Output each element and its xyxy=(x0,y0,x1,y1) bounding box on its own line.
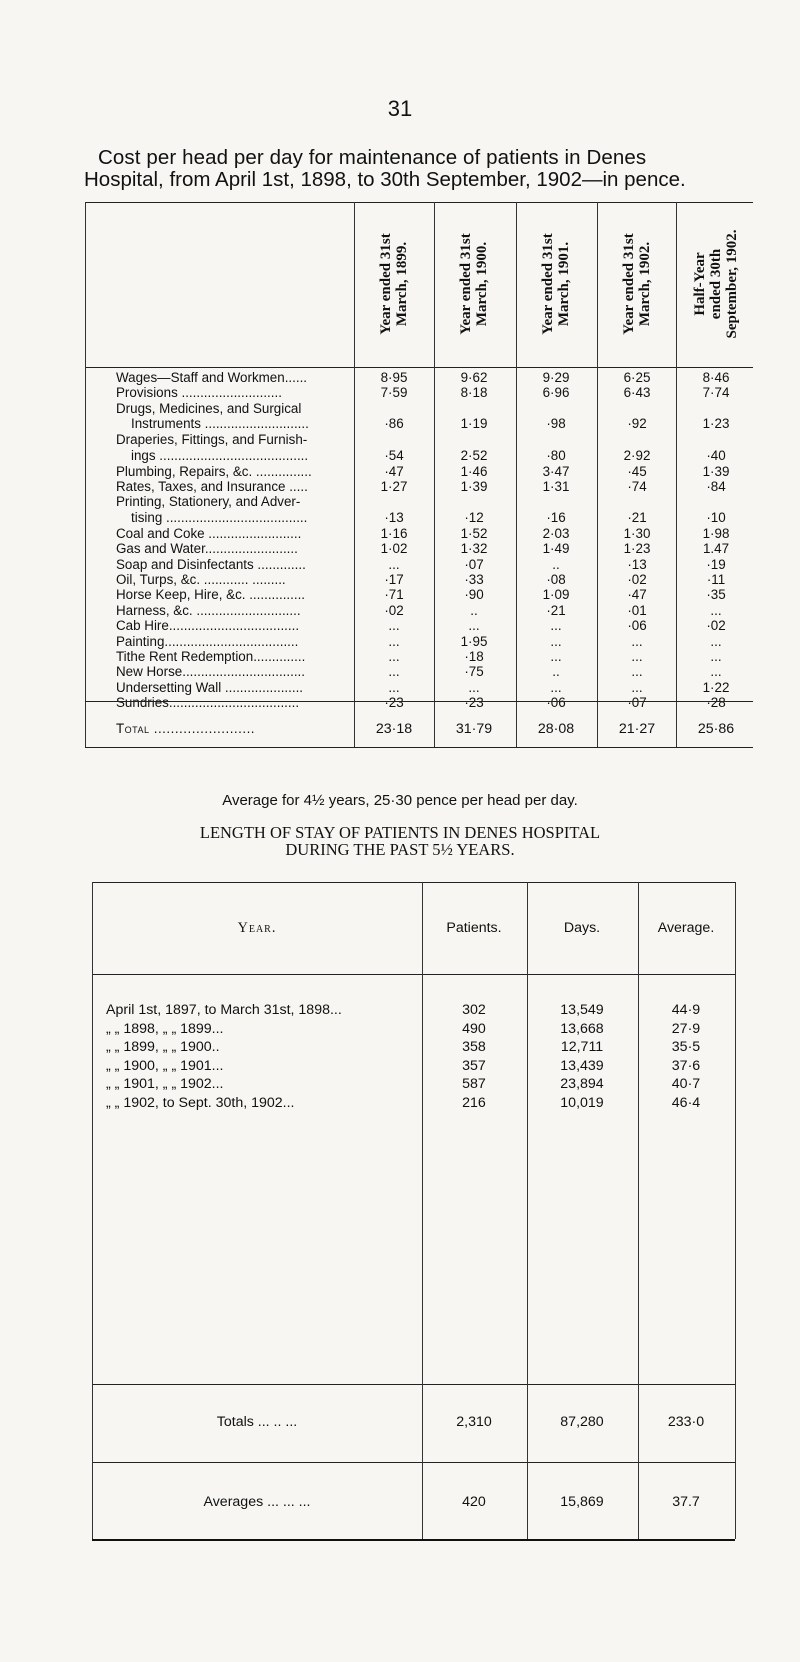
column-header xyxy=(354,209,434,359)
column-header xyxy=(516,209,596,359)
stay-title-line-2: DURING THE PAST 5½ YEARS. xyxy=(285,840,515,859)
patients-cell: 216 xyxy=(462,1094,486,1111)
row-label: Oil, Turps, &c. ............ ......... xyxy=(116,572,286,587)
row-label: New Horse................................. xyxy=(116,664,305,680)
row-value: 6·43 xyxy=(623,385,651,401)
column-rule xyxy=(92,882,93,1539)
row-value: ·16 xyxy=(546,509,566,525)
total-rule xyxy=(85,701,753,702)
column-header xyxy=(597,209,677,359)
column-header-line: March, 1902. xyxy=(637,241,653,327)
total-label: Total ........................ xyxy=(116,721,256,736)
row-value: 2·03 xyxy=(542,525,570,541)
row-value: ... xyxy=(710,602,722,618)
row-value: 1·30 xyxy=(623,525,651,541)
cost-row xyxy=(85,572,753,587)
row-value: ·35 xyxy=(706,587,726,603)
averages-average: 37.7 xyxy=(672,1494,700,1510)
cost-row xyxy=(85,634,753,649)
column-rule xyxy=(638,882,639,1539)
row-value: ·13 xyxy=(384,509,404,525)
row-label: Instruments ............................ xyxy=(131,416,309,432)
average-cell: 27·9 xyxy=(671,1020,701,1037)
row-value: ·08 xyxy=(546,572,566,587)
row-value: 7·59 xyxy=(380,385,408,401)
cost-row xyxy=(85,680,753,695)
totals-days: 87,280 xyxy=(560,1414,604,1430)
row-value: ·47 xyxy=(384,463,404,479)
average-cell: 40·7 xyxy=(671,1076,701,1092)
row-value: ... xyxy=(388,618,400,634)
row-value: ·02 xyxy=(384,602,404,618)
column-header xyxy=(676,209,756,359)
row-value: ·71 xyxy=(384,587,404,603)
row-value: ·12 xyxy=(464,509,484,525)
row-label: Horse Keep, Hire, &c. ............... xyxy=(116,587,306,603)
total-value: 23·18 xyxy=(375,721,413,737)
row-value: ·84 xyxy=(706,479,726,494)
row-value: ·01 xyxy=(627,602,647,618)
cost-row xyxy=(85,603,753,618)
row-value: ·47 xyxy=(627,587,647,603)
row-value: ·11 xyxy=(706,572,726,587)
row-value: 7·74 xyxy=(702,385,730,401)
row-label: Wages—Staff and Workmen...... xyxy=(116,370,308,385)
cost-row xyxy=(85,526,753,541)
row-value: 8·46 xyxy=(702,370,730,385)
row-value: ... xyxy=(388,664,400,680)
row-label: Tithe Rent Redemption.............. xyxy=(116,649,306,664)
column-header-text xyxy=(540,233,572,334)
column-header-line: Year ended 31st xyxy=(621,233,637,335)
row-value: 1·16 xyxy=(380,525,408,541)
page-title-line-2: Hospital, from April 1st, 1898, to 30th September, 1902—in pence. xyxy=(84,168,686,191)
row-value: 1·39 xyxy=(460,479,488,494)
row-value: ·21 xyxy=(627,509,647,525)
cost-row xyxy=(85,432,753,463)
days-cell: 13,439 xyxy=(560,1057,604,1074)
row-value: 1·02 xyxy=(380,541,408,557)
column-rule xyxy=(527,882,528,1539)
row-value: 2·92 xyxy=(623,447,651,463)
row-value: 3·47 xyxy=(542,463,570,479)
row-value: 1·22 xyxy=(702,679,730,695)
averages-label: Averages ... ... ... xyxy=(203,1494,311,1510)
row-value: ... xyxy=(550,618,562,634)
average-cell: 46·4 xyxy=(671,1094,701,1111)
row-value: 6·96 xyxy=(542,385,570,401)
row-value: ·10 xyxy=(706,509,726,525)
year-cell: „ „ 1902, to Sept. 30th, 1902... xyxy=(106,1094,295,1111)
row-value: ·54 xyxy=(384,447,404,463)
stay-table xyxy=(92,882,735,1662)
row-value: ·02 xyxy=(706,618,726,634)
page-number: 31 xyxy=(387,96,413,121)
totals-label: Totals ... .. ... xyxy=(216,1414,298,1430)
column-header-line: Year ended 31st xyxy=(458,233,474,335)
row-label: tising ...................................... xyxy=(131,509,308,525)
row-value: 8·95 xyxy=(380,370,408,385)
row-value: ... xyxy=(468,618,480,634)
row-label: Gas and Water......................... xyxy=(116,541,298,557)
days-cell: 10,019 xyxy=(560,1094,604,1111)
row-label: Harness, &c. ............................ xyxy=(116,602,301,618)
column-rule xyxy=(434,202,435,747)
row-value: ·19 xyxy=(706,556,726,572)
row-value: ·28 xyxy=(706,695,726,711)
row-value: ... xyxy=(388,679,400,695)
column-header: Patients. xyxy=(446,920,502,936)
column-rule xyxy=(85,202,86,747)
column-header-text xyxy=(621,233,653,334)
row-value: ·33 xyxy=(464,572,484,587)
row-label: Rates, Taxes, and Insurance ..... xyxy=(116,479,308,494)
row-value: 1·46 xyxy=(460,463,488,479)
row-label: Soap and Disinfectants ............. xyxy=(116,556,306,572)
column-header-line: March, 1900. xyxy=(474,241,490,327)
row-value: ·17 xyxy=(384,572,404,587)
days-cell: 13,549 xyxy=(560,1002,604,1018)
row-value: 1·31 xyxy=(542,479,570,494)
row-value: ... xyxy=(710,664,722,680)
row-value: 1·95 xyxy=(460,633,488,649)
row-value: ... xyxy=(710,649,722,664)
row-value: 9·62 xyxy=(460,370,488,385)
total-value: 25·86 xyxy=(697,721,735,737)
row-value: ·90 xyxy=(464,587,484,603)
row-value: ·07 xyxy=(464,556,484,572)
cost-row xyxy=(85,541,753,556)
column-rule xyxy=(354,202,355,747)
page-title-line-1: Cost per head per day for maintenance of patients in Denes xyxy=(98,146,647,169)
total-value: 28·08 xyxy=(537,721,575,737)
column-rule xyxy=(676,202,677,747)
column-header: Days. xyxy=(563,920,601,936)
patients-cell: 587 xyxy=(462,1076,486,1092)
row-value: ·07 xyxy=(627,695,647,711)
days-cell: 23,894 xyxy=(560,1076,604,1092)
row-label: Sundries................................... xyxy=(116,695,300,711)
cost-row xyxy=(85,649,753,664)
stay-title-line-1: LENGTH OF STAY OF PATIENTS IN DENES HOSPITAL xyxy=(199,823,601,842)
column-header: Year. xyxy=(237,920,277,936)
row-label: ings ........................................ xyxy=(131,447,309,463)
row-value: ... xyxy=(388,556,400,572)
row-label: Provisions ........................... xyxy=(116,385,282,401)
row-value: ·23 xyxy=(384,695,404,711)
stay-table-title xyxy=(0,824,800,858)
column-rule xyxy=(422,882,423,1539)
row-value: ·06 xyxy=(627,618,647,634)
row-value: 6·25 xyxy=(623,370,651,385)
averages-days: 15,869 xyxy=(560,1494,604,1510)
row-value: .. xyxy=(552,556,560,572)
row-label: Painting.................................... xyxy=(116,633,299,649)
row-value: 1·52 xyxy=(460,525,488,541)
row-value: 1·19 xyxy=(460,416,488,432)
days-cell: 13,668 xyxy=(560,1020,604,1037)
column-header-line: March, 1901. xyxy=(556,241,572,327)
totals-average: 233·0 xyxy=(667,1414,705,1430)
column-header-text xyxy=(692,229,740,338)
year-cell: „ „ 1898, „ „ 1899... xyxy=(106,1020,224,1037)
column-rule xyxy=(597,202,598,747)
row-label: Undersetting Wall ..................... xyxy=(116,679,304,695)
row-label: Cab Hire................................... xyxy=(116,618,300,634)
cost-row xyxy=(85,587,753,602)
row-value: 1·49 xyxy=(542,541,570,557)
column-header-text xyxy=(458,233,490,334)
row-label: Drugs, Medicines, and Surgical xyxy=(116,400,302,416)
year-cell: April 1st, 1897, to March 31st, 1898... xyxy=(106,1002,342,1018)
row-value: ·86 xyxy=(384,416,404,432)
row-value: ·74 xyxy=(627,479,647,494)
year-cell: „ „ 1899, „ „ 1900.. xyxy=(106,1039,220,1055)
year-cell: „ „ 1900, „ „ 1901... xyxy=(106,1057,224,1074)
cost-table xyxy=(85,202,753,737)
row-value: ... xyxy=(631,633,643,649)
row-value: ·13 xyxy=(627,556,647,572)
row-label: Coal and Coke ......................... xyxy=(116,525,302,541)
row-value: ... xyxy=(550,633,562,649)
row-value: ... xyxy=(550,649,562,664)
row-value: 1·27 xyxy=(380,479,408,494)
patients-cell: 358 xyxy=(462,1039,486,1055)
row-value: 2·52 xyxy=(460,447,488,463)
total-value: 31·79 xyxy=(455,721,493,737)
row-label: Draperies, Fittings, and Furnish- xyxy=(116,432,308,448)
row-label: Printing, Stationery, and Adver- xyxy=(116,494,301,510)
column-header-line: Year ended 31st xyxy=(378,233,394,335)
row-value: ·45 xyxy=(627,463,647,479)
row-value: ·92 xyxy=(627,416,647,432)
row-value: ·18 xyxy=(464,649,484,664)
patients-cell: 490 xyxy=(462,1020,486,1037)
row-value: 1·23 xyxy=(623,541,651,557)
cost-row xyxy=(85,494,753,525)
column-rule xyxy=(516,202,517,747)
row-value: ... xyxy=(388,649,400,664)
row-value: ·40 xyxy=(706,447,726,463)
column-header-line: Year ended 31st xyxy=(540,233,556,335)
cost-row xyxy=(85,618,753,633)
row-value: 1.47 xyxy=(702,541,730,557)
totals-patients: 2,310 xyxy=(456,1414,492,1430)
column-header-line: Half-Year xyxy=(692,252,708,316)
average-note: Average for 4½ years, 25·30 pence per head per day. xyxy=(222,792,578,809)
cost-row xyxy=(85,695,753,710)
row-value: ·21 xyxy=(546,602,566,618)
patients-cell: 302 xyxy=(462,1002,486,1018)
row-value: 9·29 xyxy=(542,370,570,385)
year-cell: „ „ 1901, „ „ 1902... xyxy=(106,1076,224,1092)
row-value: ... xyxy=(631,649,643,664)
row-value: ·98 xyxy=(546,416,566,432)
cost-row xyxy=(85,664,753,679)
row-value: .. xyxy=(552,664,560,680)
total-value: 21·27 xyxy=(618,721,656,737)
column-header-line: ended 30th xyxy=(708,248,724,320)
patients-cell: 357 xyxy=(462,1057,486,1074)
column-rule xyxy=(735,882,736,1539)
row-value: ... xyxy=(388,633,400,649)
row-value: ·75 xyxy=(464,664,484,680)
row-value: 1·98 xyxy=(702,525,730,541)
row-value: ... xyxy=(631,664,643,680)
row-value: ... xyxy=(468,679,480,695)
column-header-line: September, 1902. xyxy=(724,229,740,339)
column-header: Average. xyxy=(657,920,715,936)
table-bottom-rule xyxy=(85,747,753,748)
row-value: 1·32 xyxy=(460,541,488,557)
row-value: .. xyxy=(470,602,478,618)
column-header-line: March, 1899. xyxy=(394,241,410,327)
cost-row xyxy=(85,464,753,479)
row-value: 1·09 xyxy=(542,587,570,603)
row-value: 1·23 xyxy=(702,416,730,432)
table-rule xyxy=(92,1539,735,1541)
cost-row xyxy=(85,370,753,385)
cost-row xyxy=(85,479,753,494)
row-value: ... xyxy=(710,633,722,649)
average-cell: 44·9 xyxy=(671,1002,701,1018)
average-cell: 35·5 xyxy=(671,1039,701,1055)
row-value: ·06 xyxy=(546,695,566,711)
average-cell: 37·6 xyxy=(671,1057,701,1074)
column-header-text xyxy=(378,233,410,334)
cost-table-header xyxy=(85,202,753,368)
row-value: ... xyxy=(631,679,643,695)
column-header xyxy=(434,209,514,359)
row-value: ·02 xyxy=(627,572,647,587)
days-cell: 12,711 xyxy=(560,1039,604,1055)
row-value: 8·18 xyxy=(460,385,488,401)
row-label: Plumbing, Repairs, &c. ............... xyxy=(116,463,312,479)
averages-patients: 420 xyxy=(462,1494,486,1510)
cost-row xyxy=(85,557,753,572)
row-value: ... xyxy=(550,679,562,695)
row-value: 1·39 xyxy=(702,463,730,479)
row-value: ·80 xyxy=(546,447,566,463)
cost-row xyxy=(85,401,753,432)
row-value: ·23 xyxy=(464,695,484,711)
cost-row xyxy=(85,385,753,400)
